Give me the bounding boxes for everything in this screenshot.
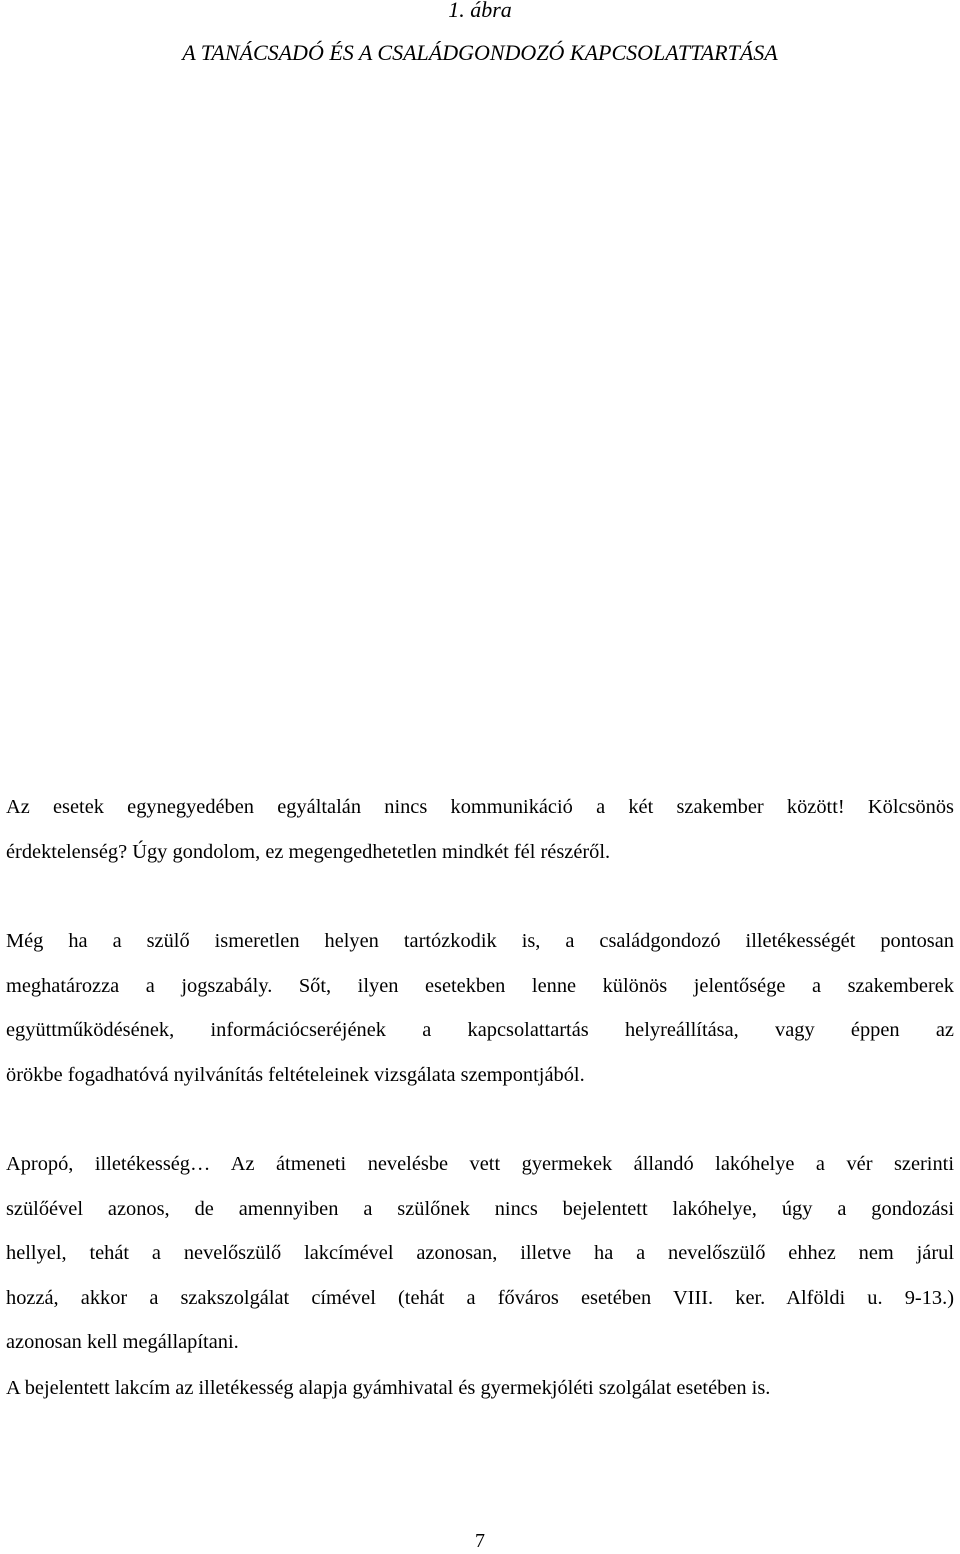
text-line: A bejelentett lakcím az illetékesség alapja gyámhivatal és gyermekjóléti szolgálat esetében is. <box>6 1377 771 1399</box>
paragraph-1 <box>6 785 954 874</box>
figure-number: 1. ábra <box>448 0 512 22</box>
text-line: hozzá, akkor a szakszolgálat címével (tehát a főváros esetében VIII. ker. Alföldi u. 9-13.) <box>6 1286 954 1309</box>
paragraph-2 <box>6 919 954 1097</box>
text-line: együttműködésének, információcseréjének a kapcsolattartás helyreállítása, vagy éppen az <box>6 1019 954 1041</box>
text-line: meghatározza a jogszabály. Sőt, ilyen esetekben lenne különös jelentősége a szakemberek <box>6 974 954 997</box>
paragraph-4 <box>6 1366 954 1411</box>
text-line: Az esetek egynegyedében egyáltalán nincs kommunikáció a két szakember között! Kölcsönös <box>6 796 954 818</box>
text-line: Apropó, illetékesség… Az átmeneti nevelésbe vett gyermekek állandó lakóhelye a vér szerinti <box>6 1153 954 1175</box>
page-number: 7 <box>475 1530 485 1552</box>
text-line: hellyel, tehát a nevelőszülő lakcímével azonosan, illetve ha a nevelőszülő ehhez nem járul <box>6 1242 954 1264</box>
text-line: örökbe fogadhatóvá nyilvánítás feltételeinek vizsgálata szempontjából. <box>6 1063 585 1086</box>
figure-area <box>6 90 954 770</box>
text-line: érdektelenség? Úgy gondolom, ez megengedhetetlen mindkét fél részéről. <box>6 840 611 863</box>
paragraph-3 <box>6 1142 954 1365</box>
figure-title: A TANÁCSADÓ ÉS A CSALÁDGONDOZÓ KAPCSOLATTARTÁSA <box>182 40 778 65</box>
text-line: szülőével azonos, de amennyiben a szülőnek nincs bejelentett lakóhelye, úgy a gondozási <box>6 1197 954 1220</box>
text-line: Még ha a szülő ismeretlen helyen tartózkodik is, a családgondozó illetékességét pontosan <box>6 930 954 952</box>
text-line: azonosan kell megállapítani. <box>6 1331 239 1353</box>
